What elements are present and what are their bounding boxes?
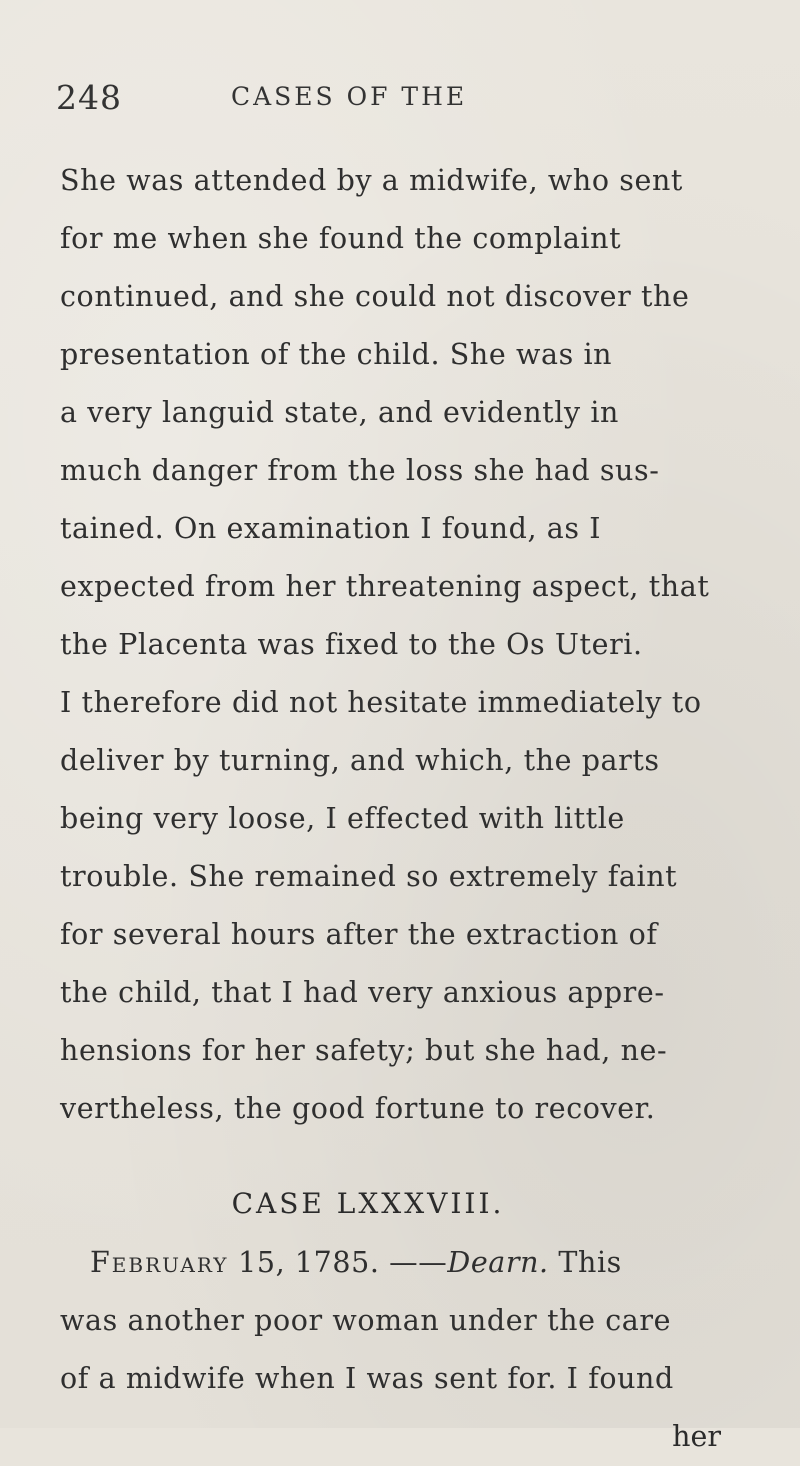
text-line: She was attended by a midwife, who sent — [60, 164, 683, 197]
running-head: CASES OF THE — [231, 82, 468, 111]
case-date-month: February — [90, 1246, 229, 1279]
text-line: much danger from the loss she had sus- — [60, 454, 660, 487]
page-header — [56, 78, 756, 122]
text-line: a very languid state, and evidently in — [60, 396, 619, 429]
text-line: presentation of the child. She was in — [60, 338, 613, 371]
page-number: 248 — [56, 78, 122, 117]
text-line: for me when she found the complaint — [60, 222, 622, 255]
case-first-line-end: This — [558, 1246, 622, 1279]
body-text — [60, 152, 776, 1466]
text-line: the Placenta was fixed to the Os Uteri. — [60, 628, 643, 661]
case-date-rest: 15, 1785. —— — [238, 1246, 448, 1279]
text-line: continued, and she could not discover the — [60, 280, 690, 313]
text-line: being very loose, I effected with little — [60, 802, 625, 835]
text-line: expected from her threatening aspect, that — [60, 570, 710, 603]
case-first-line — [60, 1234, 776, 1292]
text-line: I therefore did not hesitate immediately to — [60, 686, 702, 719]
text-line: was another poor woman under the care — [60, 1304, 672, 1337]
text-line: hensions for her safety; but she had, ne- — [60, 1034, 668, 1067]
text-line: of a midwife when I was sent for. I found — [60, 1362, 674, 1395]
text-line: the child, that I had very anxious appre- — [60, 976, 665, 1009]
text-line: vertheless, the good fortune to recover. — [60, 1092, 656, 1125]
text-line: trouble. She remained so extremely faint — [60, 860, 678, 893]
catchword: her — [672, 1420, 721, 1453]
text-line: tained. On examination I found, as I — [60, 512, 602, 545]
text-line: for several hours after the extraction of — [60, 918, 658, 951]
case-title: CASE LXXXVIII. — [231, 1187, 505, 1220]
text-line: deliver by turning, and which, the parts — [60, 744, 660, 777]
patient-name: Dearn. — [447, 1246, 549, 1279]
